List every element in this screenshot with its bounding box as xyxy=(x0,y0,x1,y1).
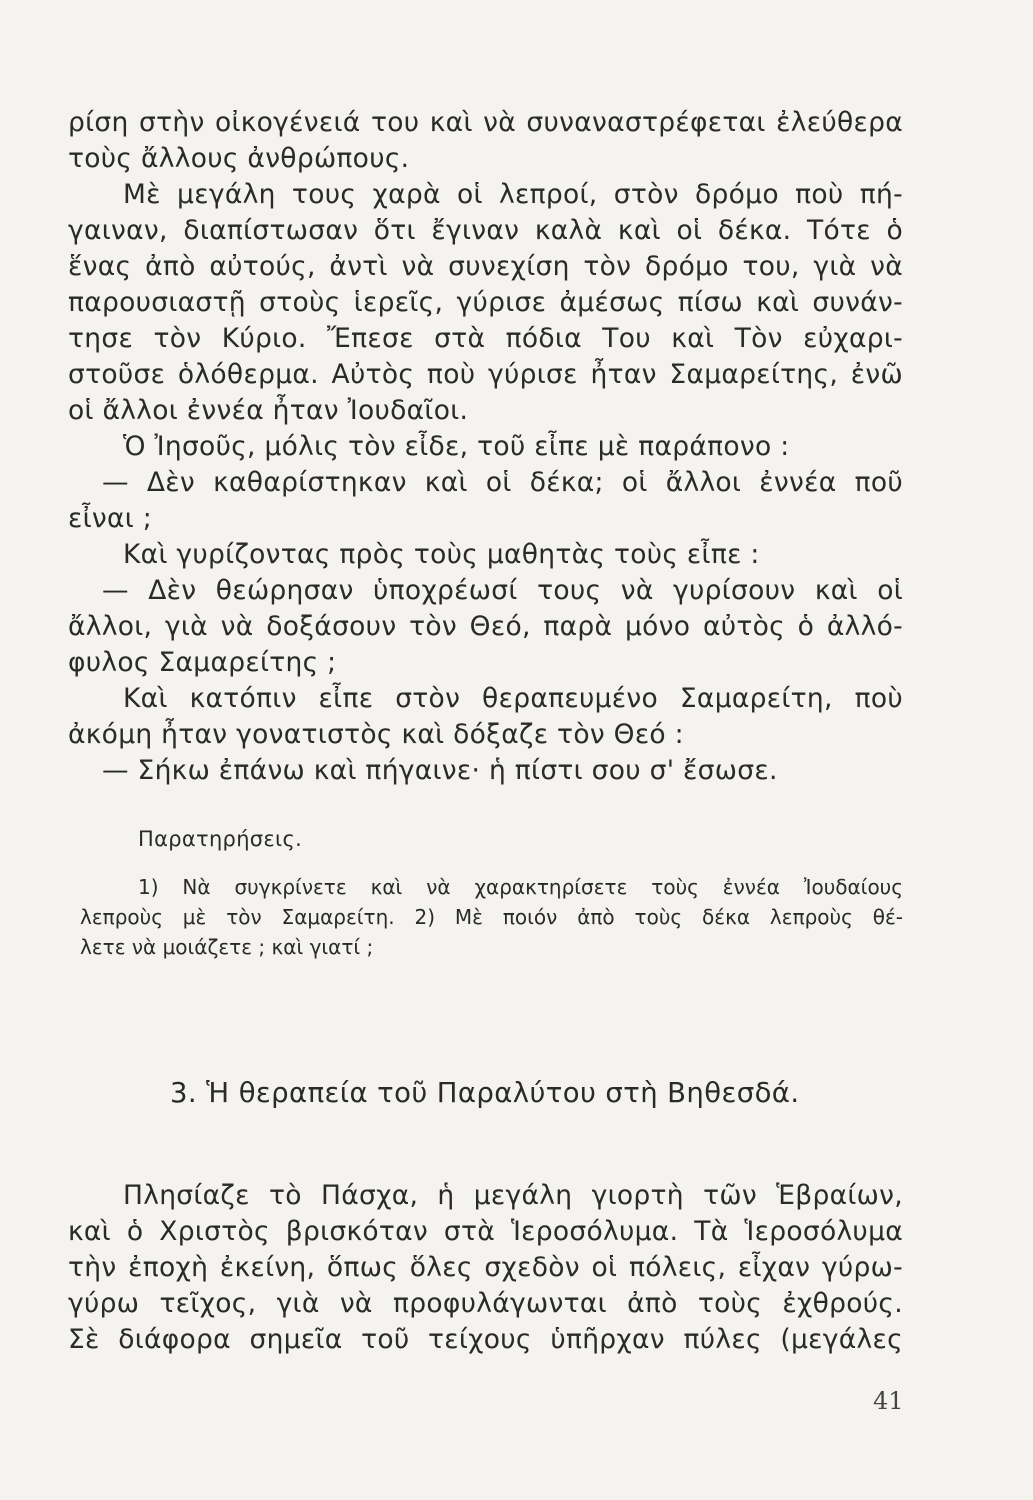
text-line: ἕνας ἀπὸ αὐτούς, ἀντὶ νὰ συνεχίση τὸν δρόμο του, γιὰ νὰ xyxy=(68,251,903,282)
text-line: Ὁ Ἰησοῦς, μόλις τὸν εἶδε, τοῦ εἶπε μὲ παράπονο : xyxy=(123,431,790,462)
dialogue-line: ἄλλοι, γιὰ νὰ δοξάσουν τὸν Θεό, παρὰ μόνο αὐτὸς ὁ ἀλλό- xyxy=(68,611,903,642)
text-line: στοῦσε ὁλόθερμα. Αὐτὸς ποὺ γύρισε ἦταν Σαμαρείτης, ἐνῶ xyxy=(68,359,903,390)
section-heading: 3. Ἡ θεραπεία τοῦ Παραλύτου στὴ Βηθεσδά. xyxy=(170,1077,800,1109)
dialogue-line: — Σήκω ἐπάνω καὶ πήγαινε· ἡ πίστι σου σ' ἔσωσε. xyxy=(102,755,778,786)
text-line: ρίση στὴν οἰκογένειά του καὶ νὰ συναναστρέφεται ἐλεύθερα xyxy=(68,107,903,138)
page-number: 41 xyxy=(873,1387,904,1415)
dialogue-line: εἶναι ; xyxy=(68,503,152,534)
text-line: Καὶ κατόπιν εἶπε στὸν θεραπευμένο Σαμαρείτη, ποὺ xyxy=(123,683,903,714)
dialogue-line: — Δὲν θεώρησαν ὑποχρέωσί τους νὰ γυρίσουν καὶ οἱ xyxy=(102,575,903,606)
dialogue-line: — Δὲν καθαρίστηκαν καὶ οἱ δέκα; οἱ ἄλλοι ἐννέα ποῦ xyxy=(102,467,903,498)
text-line: γύρω τεῖχος, γιὰ νὰ προφυλάγωνται ἀπὸ τοὺς ἐχθρούς. xyxy=(68,1288,903,1319)
text-line: ἀκόμη ἦταν γονατιστὸς καὶ δόξαζε τὸν Θεό : xyxy=(68,719,684,750)
text-line: τὴν ἐποχὴ ἐκείνη, ὅπως ὅλες σχεδὸν οἱ πόλεις, εἶχαν γύρω- xyxy=(68,1252,903,1283)
note-line: λεπροὺς μὲ τὸν Σαμαρείτη. 2) Μὲ ποιόν ἀπὸ τοὺς δέκα λεπροὺς θέ- xyxy=(80,905,903,929)
dialogue-line: φυλος Σαμαρείτης ; xyxy=(68,647,337,678)
text-line: γαιναν, διαπίστωσαν ὅτι ἔγιναν καλὰ καὶ οἱ δέκα. Τότε ὁ xyxy=(68,215,903,246)
text-line: τοὺς ἄλλους ἀνθρώπους. xyxy=(68,143,410,174)
text-line: οἱ ἄλλοι ἐννέα ἦταν Ἰουδαῖοι. xyxy=(68,395,469,426)
text-line: Καὶ γυρίζοντας πρὸς τοὺς μαθητὰς τοὺς εἶπε : xyxy=(123,539,760,570)
text-line: παρουσιαστῇ στοὺς ἱερεῖς, γύρισε ἀμέσως πίσω καὶ συνάν- xyxy=(68,287,903,318)
text-line: Πλησίαζε τὸ Πάσχα, ἡ μεγάλη γιορτὴ τῶν Ἑβραίων, xyxy=(123,1180,903,1211)
text-line: Μὲ μεγάλη τους χαρὰ οἱ λεπροί, στὸν δρόμο ποὺ πή- xyxy=(123,179,903,210)
text-line: τησε τὸν Κύριο. Ἔπεσε στὰ πόδια Του καὶ Τὸν εὐχαρι- xyxy=(68,323,903,354)
note-line: 1) Νὰ συγκρίνετε καὶ νὰ χαρακτηρίσετε τοὺς ἐννέα Ἰουδαίους xyxy=(138,875,903,899)
text-line: Σὲ διάφορα σημεῖα τοῦ τείχους ὑπῆρχαν πύλες (μεγάλες xyxy=(68,1324,903,1355)
note-line: λετε νὰ μοιάζετε ; καὶ γιατί ; xyxy=(80,935,374,959)
notes-title: Παρατηρήσεις. xyxy=(138,827,303,851)
text-line: καὶ ὁ Χριστὸς βρισκόταν στὰ Ἱεροσόλυμα. Τὰ Ἱεροσόλυμα xyxy=(68,1216,903,1247)
